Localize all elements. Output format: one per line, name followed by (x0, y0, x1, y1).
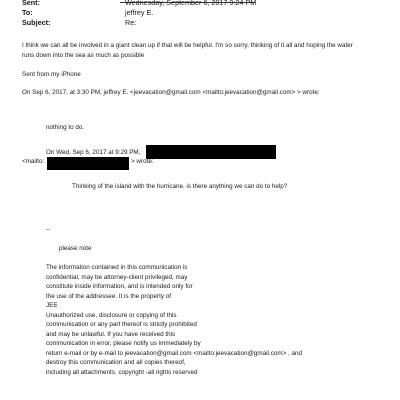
disclaimer-line: return e-mail or by e-mail to jeevacation@gmail.com <mailto:jeevacation@gmail.com> , and (46, 349, 303, 357)
signature-separator: -- (46, 226, 51, 233)
subject-value: Re: (125, 18, 137, 27)
quote-1-header: On Sep 6, 2017, at 3:30 PM, jeffrey E. <jeevacation@gmail.com <mailto:jeevacation@gmail.com> > wrote: (22, 89, 320, 96)
signature: Sent from my iPhone (22, 71, 81, 78)
disclaimer-line: communication or any part thereof is strictly prohibited (46, 321, 197, 328)
quote-1-text: nothing to do. (46, 124, 85, 131)
redaction-box-2 (47, 157, 129, 170)
reply-line-1: I think we can all be involved in a giant clean up if that will be helpful. I'm so sorry, thinking of it all and hoping the water (22, 42, 353, 49)
disclaimer-line: communication in error, please notify us immediately by (46, 340, 201, 347)
quote-2-wrote: > wrote: (131, 158, 154, 165)
disclaimer-line: constitute inside information, and is intended only for (46, 283, 193, 290)
subject-label: Subject: (22, 18, 51, 27)
disclaimer-line: JEE (46, 302, 58, 309)
reply-line-2: runs down into the sea as much as possible (22, 52, 145, 59)
disclaimer-line: including all attachments. copyright -all rights reserved (46, 368, 198, 376)
disclaimer-line: destroy this communication and all copies thereof, (46, 359, 186, 366)
to-row (22, 8, 153, 17)
subject-row (22, 18, 136, 27)
quote-2-header: On Wed, Sep 6, 2017 at 9:29 PM, (46, 149, 141, 156)
disclaimer-line: The information contained in this communication is (46, 264, 188, 271)
sent-label: Sent: (22, 0, 40, 7)
redaction-box-1 (146, 145, 276, 159)
sent-row (22, 0, 256, 7)
disclaimer-line: Unauthorized use, disclosure or copying of this (46, 311, 177, 319)
disclaimer-line: and may be unlawful. If you have received this (46, 330, 176, 338)
sent-value: Wednesday, September 6, 2017 9:24 PM (125, 0, 257, 7)
disclaimer-line: confidential, may be attorney-client privileged, may (46, 273, 188, 281)
to-label: To: (22, 8, 33, 17)
disclaimer-line: the use of the addressee. It is the property of (46, 292, 171, 300)
to-value: jeffrey E. (125, 8, 154, 17)
please-note: please note (59, 245, 92, 252)
quote-2-mailto-prefix: <mailto: (22, 158, 45, 165)
quote-2-text: Thinking of the island with the hurricane. is there anything we can do to help? (72, 183, 288, 190)
